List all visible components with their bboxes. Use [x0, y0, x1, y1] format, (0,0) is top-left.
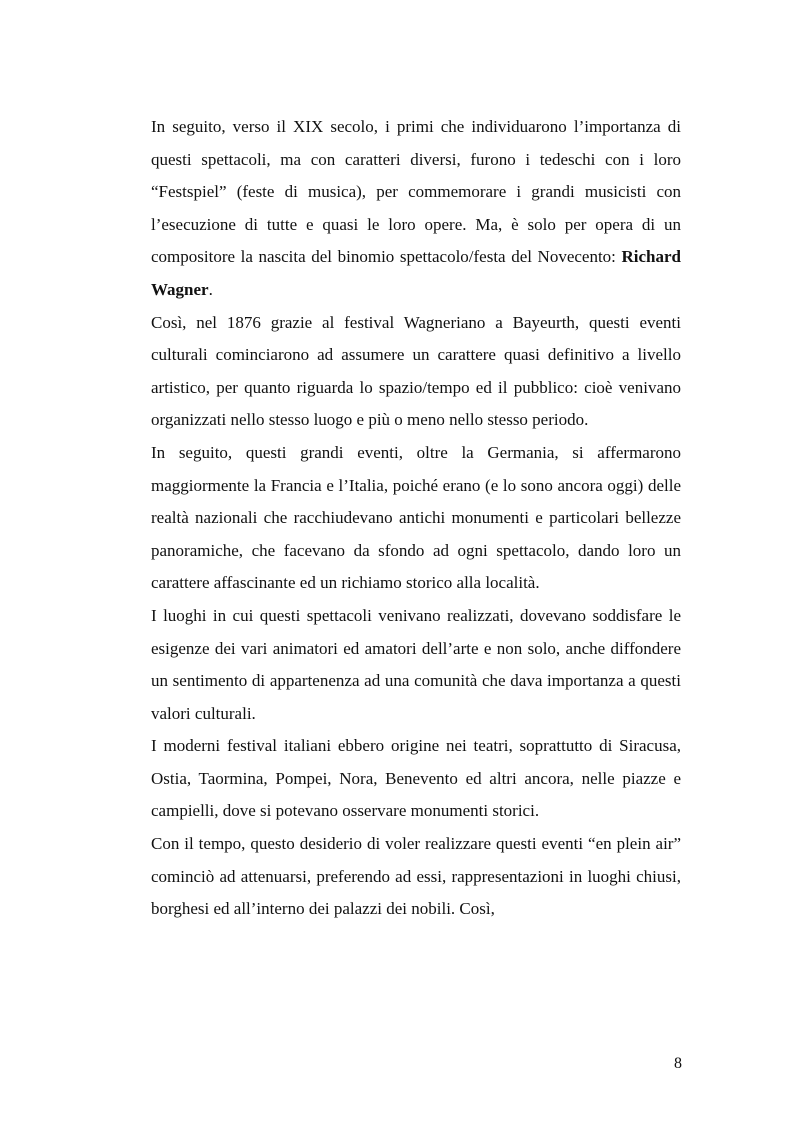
paragraph-festival-italiani: I moderni festival italiani ebbero origine nei teatri, soprattutto di Siracusa, Ostia, Taormina, Pompei, Nora, Benevento ed altri ancora, nelle piazze e campielli, dove si potevano osservare monumenti storici.	[151, 736, 681, 821]
paragraph-luoghi: I luoghi in cui questi spettacoli venivano realizzati, dovevano soddisfare le esigenze dei vari animatori ed amatori dell’arte e non solo, anche diffondere un sentimento di appartenenza ad una comunità che dava importanza a questi valori culturali.	[151, 605, 681, 723]
paragraph-bayeurth: Così, nel 1876 grazie al festival Wagneriano a Bayeurth, questi eventi culturali cominciarono ad assumere un carattere quasi definitivo a livello artistico, per quanto riguarda lo spazio/tempo ed il pubblico: cioè venivano organizzati nello stesso luogo e più o meno nello stesso periodo.	[151, 312, 681, 430]
body-text	[151, 111, 681, 926]
paragraph-francia-italia: In seguito, questi grandi eventi, oltre la Germania, si affermarono maggiormente la Francia e l’Italia, poiché erano (e lo sono ancora oggi) delle realtà nazionali che racchiudevano antichi monumenti e particolari bellezze panoramiche, che facevano da sfondo ad ogni spettacolo, dando loro un carattere affascinante ed un richiamo storico alla località.	[151, 442, 681, 593]
page-number: 8	[674, 1055, 682, 1072]
paragraph-festspiel	[151, 111, 681, 307]
paragraph-festspiel-end: .	[208, 279, 213, 299]
richard-wagner-name: Richard Wagner	[151, 247, 681, 299]
paragraph-festspiel-text: In seguito, verso il XIX secolo, i primi che individuarono l’importanza di questi spettacoli, ma con caratteri diversi, furono i tedeschi con i loro “Festspiel” (feste di musica), per commemorare i grandi musicisti con l’esecuzione di tutte e quasi le loro opere. Ma, è solo per opera di un compositore la nascita del binomio spettacolo/festa del Novecento:	[151, 117, 681, 267]
paragraph-plein-air: Con il tempo, questo desiderio di voler realizzare questi eventi “en plein air” cominciò ad attenuarsi, preferendo ad essi, rappresentazioni in luoghi chiusi, borghesi ed all’interno dei palazzi dei nobili. Così,	[151, 834, 681, 919]
